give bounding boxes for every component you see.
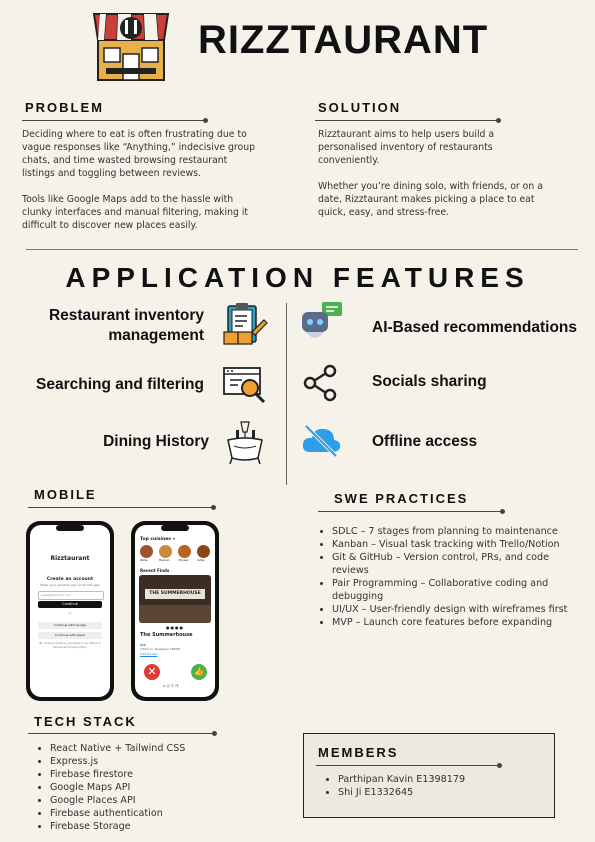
solution-heading: SOLUTION (318, 100, 402, 115)
swe-item: • MVP – Launch core features before expanding (332, 616, 580, 629)
phone1-google-button[interactable]: Continue with Google (38, 622, 102, 629)
features-heading: APPLICATION FEATURES (65, 262, 530, 293)
solution-paragraph-2: Whether you’re dining solo, with friends, or on a date, Rizztaurant makes picking a place to eat quick, easy, and stress-free. (318, 181, 543, 218)
cuisine-label: Mexican (159, 559, 170, 562)
phone1-sub: Enter your email to sign up for this app (40, 583, 100, 587)
bottom-tab-bar[interactable]: ⌂◎⚲◔ (163, 683, 180, 688)
problem-paragraph-2: Tools like Google Maps add to the hassle with clunky interfaces and manual filtering, making it difficult to discover new places easily. (22, 194, 249, 231)
phone2-recent: Recent Finds (140, 568, 170, 573)
swe-item: • Git & GitHub – Version control, PRs, and code reviews (332, 551, 580, 577)
cuisine-label: Indian (197, 559, 206, 562)
tech-item: • Google Maps API (50, 781, 280, 794)
restaurant-sign: THE SUMMERHOUSE (145, 589, 205, 599)
restaurant-photo-floor (139, 605, 211, 623)
app-title: RIZZTAURANT (198, 18, 489, 62)
problem-heading: PROBLEM (25, 100, 104, 115)
swe-item: • SDLC – 7 stages from planning to maintenance (332, 525, 580, 538)
feature-inventory: Restaurant inventory management (48, 307, 204, 344)
tech-heading: TECH STACK (34, 714, 137, 729)
swe-item: • Pair Programming – Collaborative coding and debugging (332, 577, 580, 603)
tech-item: • Firebase firestore (50, 768, 280, 781)
phone-screen-signup (30, 525, 110, 697)
share-icon (302, 364, 340, 402)
member-item: • Parthipan Kavin E1398179 (338, 773, 558, 786)
problem-text (22, 128, 262, 245)
mobile-underline (28, 507, 213, 508)
cuisine-label: Chinese (178, 559, 189, 562)
phone2-link[interactable]: Visit the site (140, 652, 158, 656)
cuisine-thumb[interactable] (197, 545, 210, 558)
magnifier-window-icon (222, 364, 268, 404)
feature-share: Socials sharing (372, 373, 487, 390)
carousel-dots: ●●●● (166, 625, 184, 630)
phone1-create: Create an account (46, 577, 94, 582)
phone1-terms: By clicking continue, you agree to our Terms of Service and Privacy Policy (39, 642, 101, 649)
tech-item: • Firebase authentication (50, 807, 280, 820)
section-divider (26, 249, 578, 250)
cloud-offline-icon (300, 422, 342, 458)
feature-search: Searching and filtering (36, 376, 204, 393)
swe-item: • Kanban – Visual task tracking with Trello/Notion (332, 538, 580, 551)
swe-underline (318, 511, 502, 512)
feature-offline: Offline access (372, 433, 478, 450)
member-item: • Shi Ji E1332645 (338, 786, 558, 799)
dining-table-icon (222, 418, 268, 466)
feature-ai: AI-Based recommendations (372, 319, 577, 336)
phone1-apple-button[interactable]: Continue with Apple (38, 632, 102, 639)
tech-item: • Express.js (50, 755, 280, 768)
tech-item: • Google Places API (50, 794, 280, 807)
phone1-continue-button[interactable]: Continue (38, 601, 102, 608)
tech-item: • React Native + Tailwind CSS (50, 742, 280, 755)
solution-paragraph-1: Rizztaurant aims to help users build a personalised inventory of restaurants conveniently. (318, 129, 495, 166)
swe-list (316, 525, 580, 629)
cuisine-thumb[interactable] (140, 545, 153, 558)
phone1-email-input[interactable]: email@domain.com (38, 591, 104, 600)
solution-text (318, 128, 553, 232)
like-button[interactable]: 👍 (191, 664, 207, 680)
members-heading: MEMBERS (318, 745, 399, 760)
features-divider (286, 303, 287, 485)
members-list (322, 773, 558, 799)
swe-heading: SWE PRACTICES (334, 491, 469, 506)
tech-item: • Firebase Storage (50, 820, 280, 833)
cuisine-thumb[interactable] (159, 545, 172, 558)
feature-history: Dining History (103, 433, 209, 450)
members-box (303, 733, 555, 818)
solution-underline (315, 120, 498, 121)
mobile-heading: MOBILE (34, 487, 97, 502)
cuisine-label: Italian (140, 559, 149, 562)
tech-underline (28, 733, 214, 734)
phone-screen-home (135, 525, 215, 697)
phone-notch (56, 525, 84, 531)
restaurant-storefront-icon (92, 10, 170, 82)
robot-chat-icon (298, 300, 344, 346)
problem-paragraph-1: Deciding where to eat is often frustrating due to vague responses like “Anything,” indecisive group chats, and time wasted browsing restaurant listings and toggling between reviews. (22, 129, 255, 179)
phone-notch (161, 525, 189, 531)
swe-item: • UI/UX – User-friendly design with wireframes first (332, 603, 580, 616)
clipboard-boxes-icon (222, 302, 268, 348)
logo (92, 10, 170, 82)
phone2-address: 3 Park Ln, Singapore 798387 (140, 647, 181, 651)
cuisine-thumb[interactable] (178, 545, 191, 558)
phone1-or: or (68, 611, 72, 615)
phone2-top-cuisines: Top cuisines » (140, 537, 176, 542)
phone2-price: $$$ (140, 643, 146, 647)
cuisine-row (140, 545, 212, 565)
restaurant-photo[interactable] (139, 575, 211, 623)
phone-mockup-home (131, 521, 219, 701)
members-underline (316, 765, 499, 766)
reject-button[interactable]: ✕ (144, 664, 160, 680)
tech-list (34, 742, 280, 833)
phone-mockup-signup (26, 521, 114, 701)
problem-underline (22, 120, 205, 121)
phone2-restaurant-name: The Summerhouse (140, 632, 193, 638)
phone1-app-name: Rizztaurant (50, 555, 90, 562)
